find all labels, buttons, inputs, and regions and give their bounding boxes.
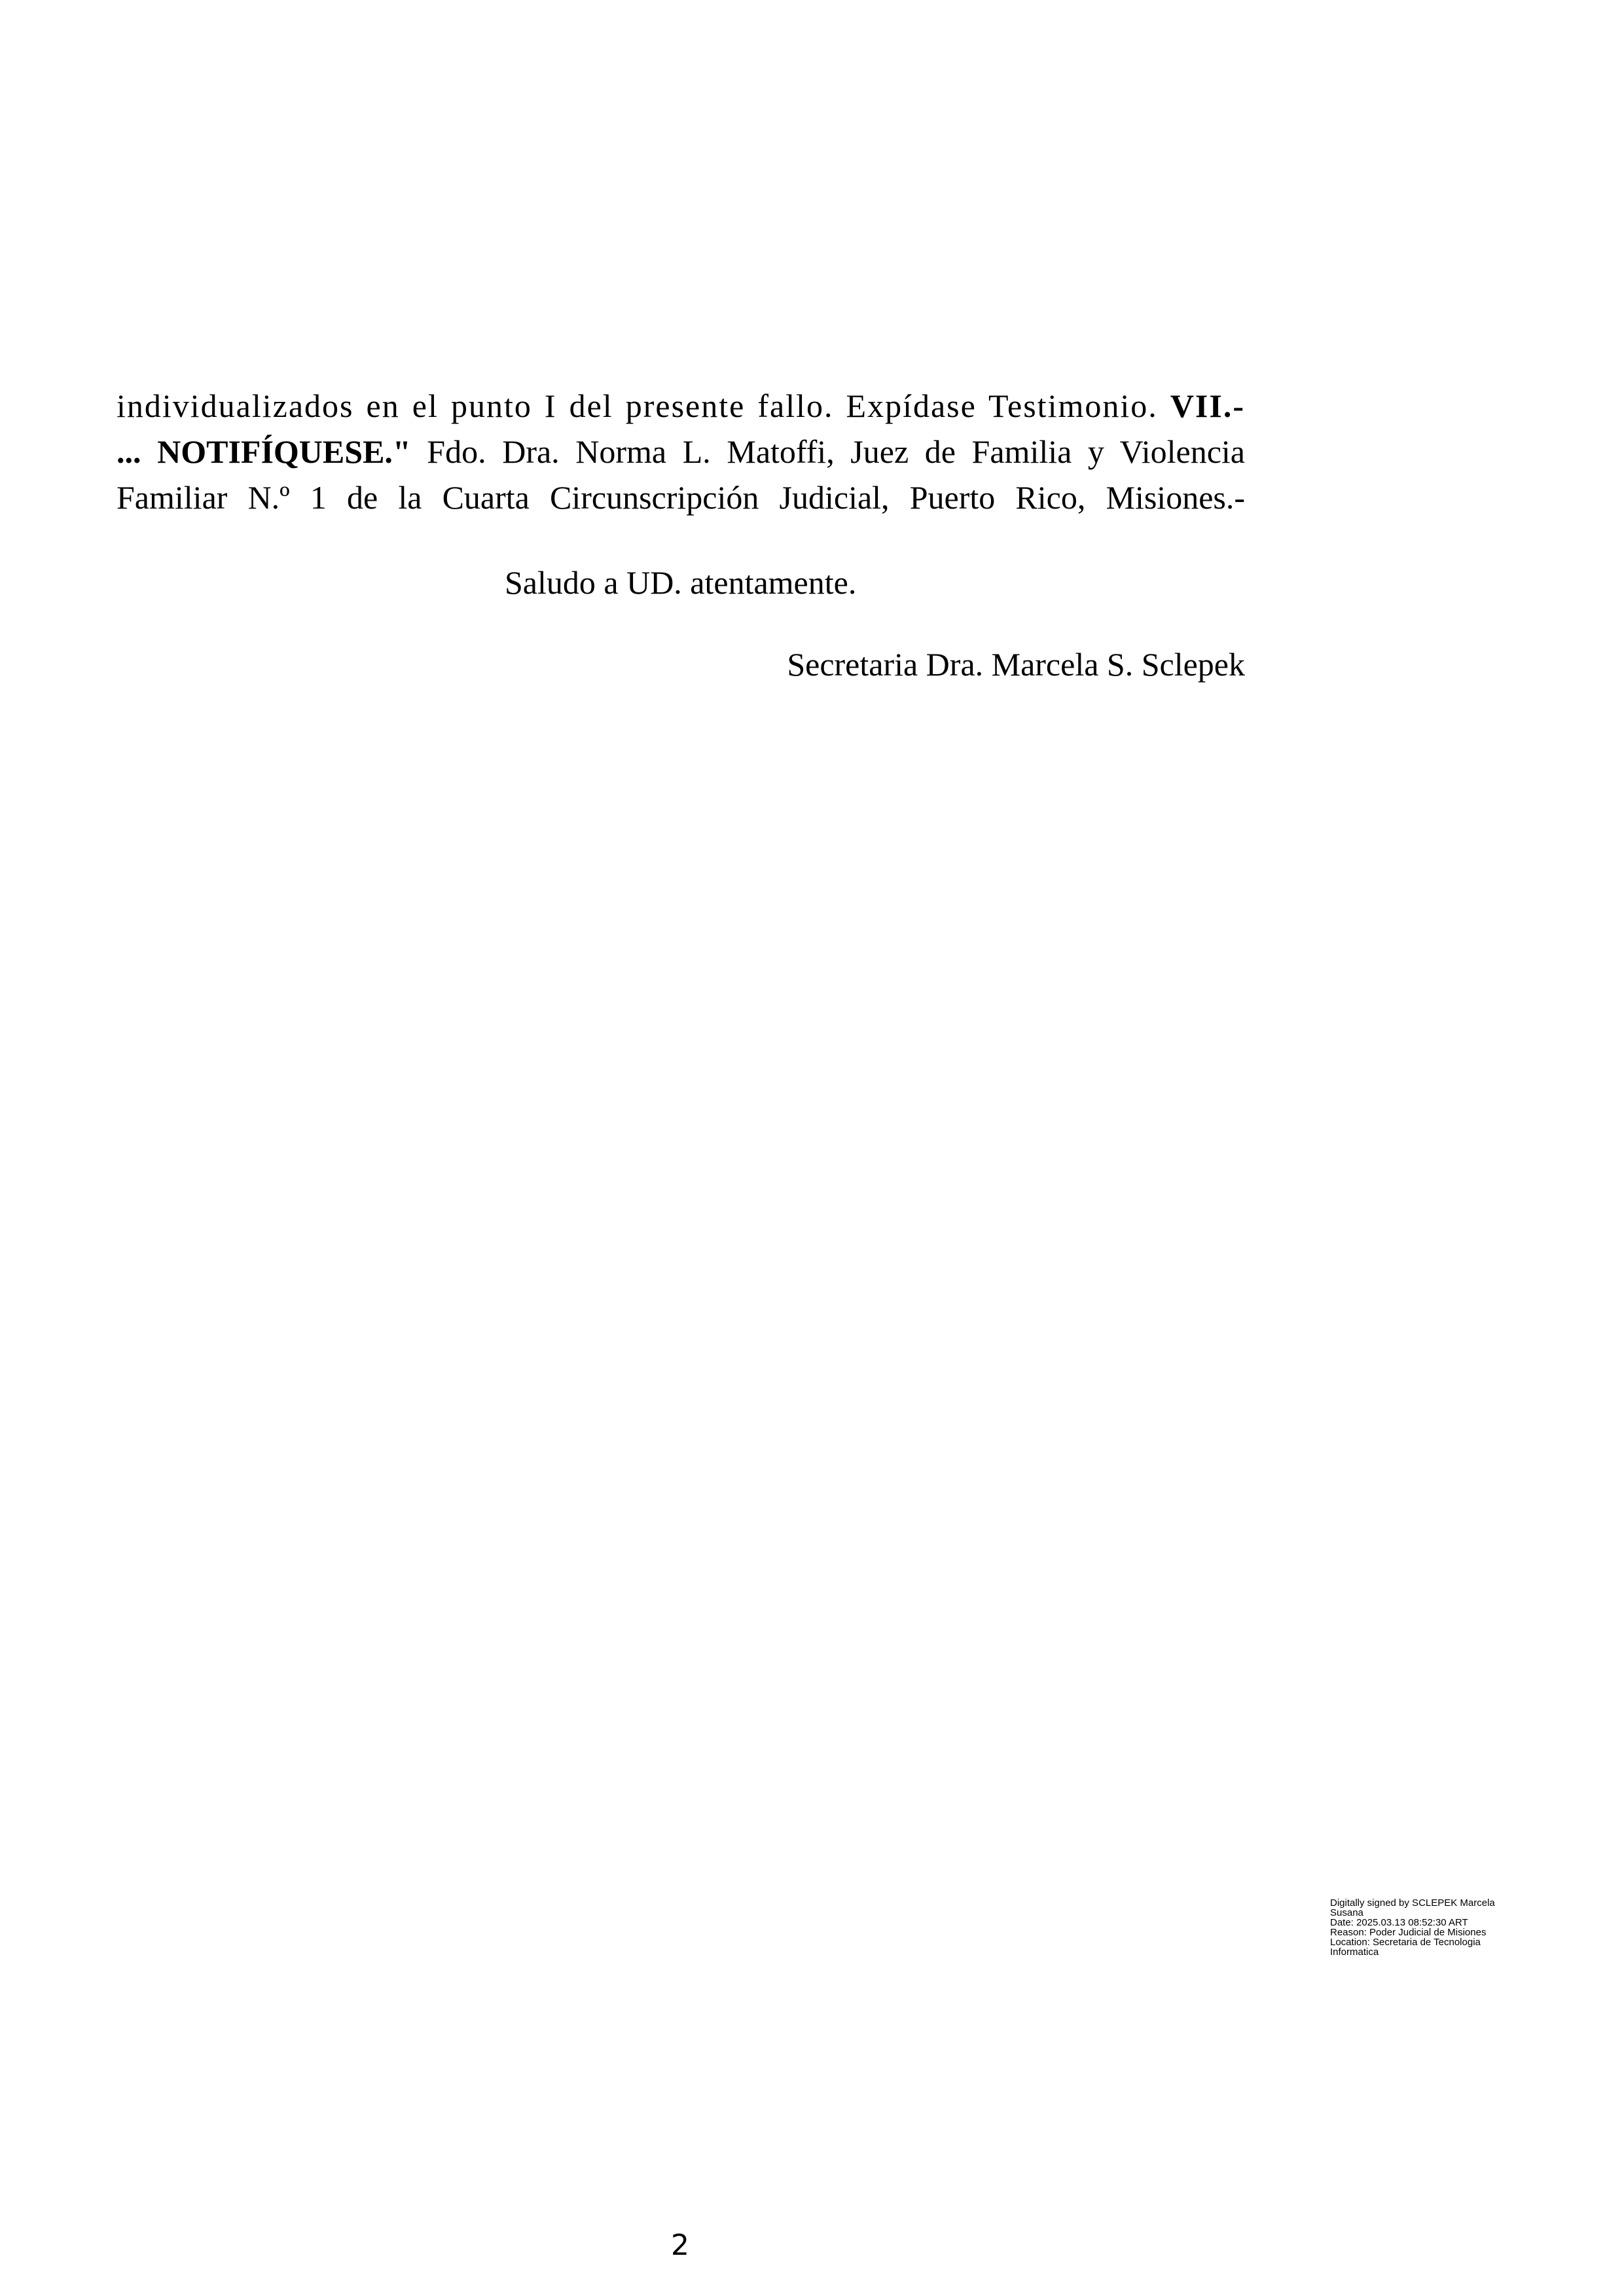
paragraph-line-1-text: individualizados en el punto I del presente fallo. Expídase Testimonio. bbox=[117, 387, 1158, 424]
closing-greeting: Saludo a UD. atentamente. bbox=[505, 564, 857, 601]
paragraph-line-3 bbox=[117, 475, 1245, 520]
notifiquese-text: ... NOTIFÍQUESE." bbox=[117, 433, 411, 470]
signature-line-4: Reason: Poder Judicial de Misiones bbox=[1330, 1927, 1487, 1938]
paragraph-line-2-text: Fdo. Dra. Norma L. Matoffi, Juez de Familia y Violencia bbox=[427, 433, 1245, 470]
signature-line-5: Location: Secretaria de Tecnologia bbox=[1330, 1937, 1481, 1948]
section-marker-vii: VII.- bbox=[1170, 387, 1245, 424]
digital-signature-stamp bbox=[1330, 1898, 1526, 1957]
signature-line-6: Informatica bbox=[1330, 1946, 1379, 1958]
body-paragraph bbox=[117, 383, 1245, 520]
signature-line-2: Susana bbox=[1330, 1907, 1363, 1918]
signature-line-1: Digitally signed by SCLEPEK Marcela bbox=[1330, 1897, 1495, 1909]
paragraph-line-1 bbox=[117, 383, 1245, 429]
page-number: 2 bbox=[671, 2229, 689, 2262]
signature-line-3: Date: 2025.03.13 08:52:30 ART bbox=[1330, 1917, 1468, 1928]
paragraph-line-2 bbox=[117, 429, 1245, 475]
signer-name: Secretaria Dra. Marcela S. Sclepek bbox=[787, 646, 1245, 683]
paragraph-line-3-text: Familiar N.º 1 de la Cuarta Circunscripción Judicial, Puerto Rico, Misiones.- bbox=[117, 479, 1245, 516]
